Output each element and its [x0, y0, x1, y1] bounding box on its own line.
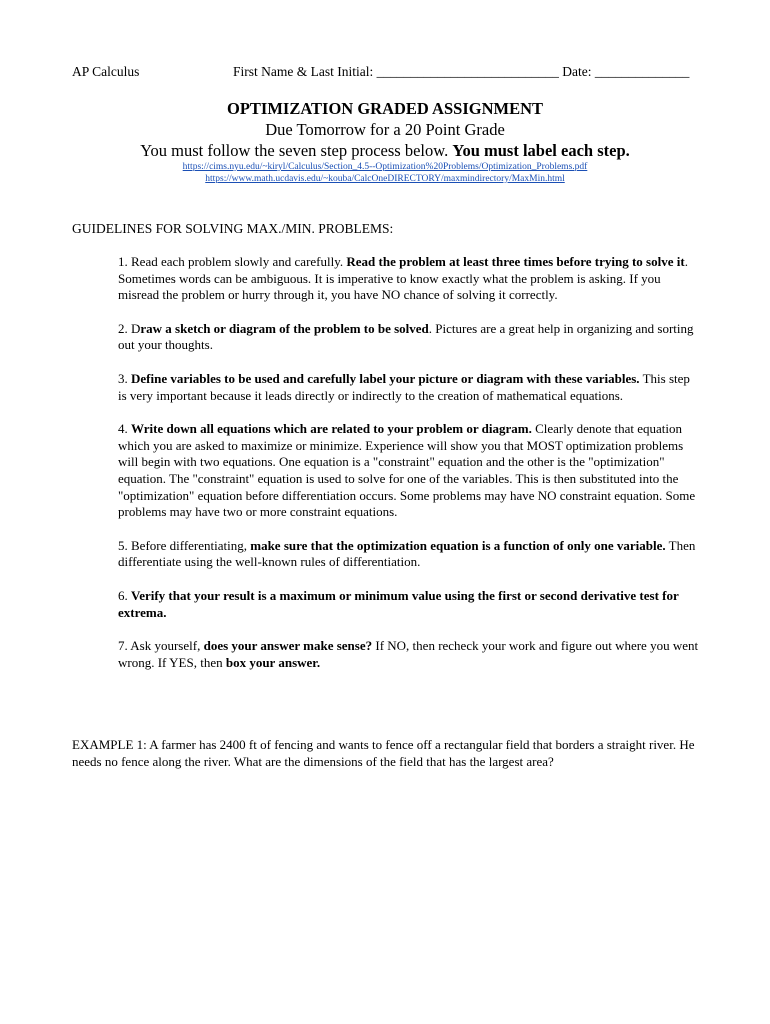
step-text: 2. D	[118, 320, 141, 336]
guidelines-heading: GUIDELINES FOR SOLVING MAX./MIN. PROBLEMS:	[72, 221, 394, 236]
step-emphasis: Verify that your result is a maximum or minimum value using the first or second derivative test for extrema.	[118, 587, 679, 620]
instruction-emphasis: You must label each step.	[452, 141, 630, 160]
step-5	[118, 538, 700, 571]
instruction-line	[0, 140, 770, 161]
step-emphasis: raw a sketch or diagram of the problem to be solved	[140, 320, 429, 336]
step-text: . Sometimes words can be ambiguous. It is imperative to know exactly what the problem is asking. If you misread the problem or hurry through it, you have NO chance of solving it correctly.	[118, 254, 688, 303]
step-2	[118, 321, 700, 354]
step-1	[118, 254, 700, 304]
step-text: Then differentiate using the well-known rules of differentiation.	[118, 537, 696, 570]
step-emphasis: Read the problem at least three times before trying to solve it	[346, 254, 685, 269]
reference-link-nyu[interactable]: https://cims.nyu.edu/~kiryl/Calculus/Section_4.5--Optimization%20Problems/Optimization_Problems.pdf	[182, 162, 588, 172]
step-text: This step is very important because it leads directly or indirectly to the creation of mathematical equations.	[118, 370, 690, 403]
step-7	[118, 638, 700, 671]
step-emphasis: make sure that the optimization equation is a function of only one variable.	[250, 537, 666, 553]
step-text: 4.	[118, 421, 131, 437]
step-emphasis: Write down all equations which are related to your problem or diagram.	[131, 421, 532, 437]
step-text: If NO, then recheck your work and figure out where you went wrong. If YES, then	[118, 638, 699, 670]
step-text: 7. Ask yourself,	[118, 638, 204, 654]
step-text: 1. Read each problem slowly and carefully.	[118, 254, 347, 269]
step-text: 5. Before differentiating,	[118, 537, 251, 553]
step-text: . Pictures are a great help in organizing and sorting out your thoughts.	[118, 320, 694, 353]
step-emphasis: box your answer.	[225, 654, 321, 670]
course-name: AP Calculus	[72, 64, 140, 79]
step-text: 3.	[118, 370, 131, 386]
title-block	[0, 98, 770, 185]
example-1: EXAMPLE 1: A farmer has 2400 ft of fencing and wants to fence off a rectangular field that borders a straight river. He needs no fence along the river. What are the dimensions of the field that has the largest area?	[72, 737, 695, 769]
step-text: 6.	[118, 587, 131, 603]
instruction-text: You must follow the seven step process below.	[140, 141, 453, 160]
assignment-title: OPTIMIZATION GRADED ASSIGNMENT	[227, 99, 543, 118]
name-date-line: First Name & Last Initial: ___________________________ Date: ______________	[233, 64, 690, 79]
steps-list	[118, 254, 700, 688]
reference-link-ucdavis[interactable]: https://www.math.ucdavis.edu/~kouba/CalcOneDIRECTORY/maxmindirectory/MaxMin.html	[205, 174, 565, 184]
step-6	[118, 588, 700, 621]
step-3	[118, 371, 700, 404]
step-emphasis: Define variables to be used and carefully label your picture or diagram with these variables.	[131, 370, 640, 386]
due-note: Due Tomorrow for a 20 Point Grade	[265, 120, 505, 139]
header-row	[72, 64, 712, 82]
step-emphasis: does your answer make sense?	[203, 638, 373, 654]
step-text: Clearly denote that equation which you are asked to maximize or minimize. Experience will show you that MOST optimization problems will begin with two equations. One equation is a "constraint" equation and the other is the "optimization" equation. The "constraint" equation is used to solve for one of the variables. This is then substituted into the "optimization" equation before differentiation occurs. Some problems may have NO constraint equation. Some problems may have two or more constraint equations.	[118, 421, 696, 520]
reference-links	[0, 161, 770, 185]
step-4	[118, 421, 700, 521]
